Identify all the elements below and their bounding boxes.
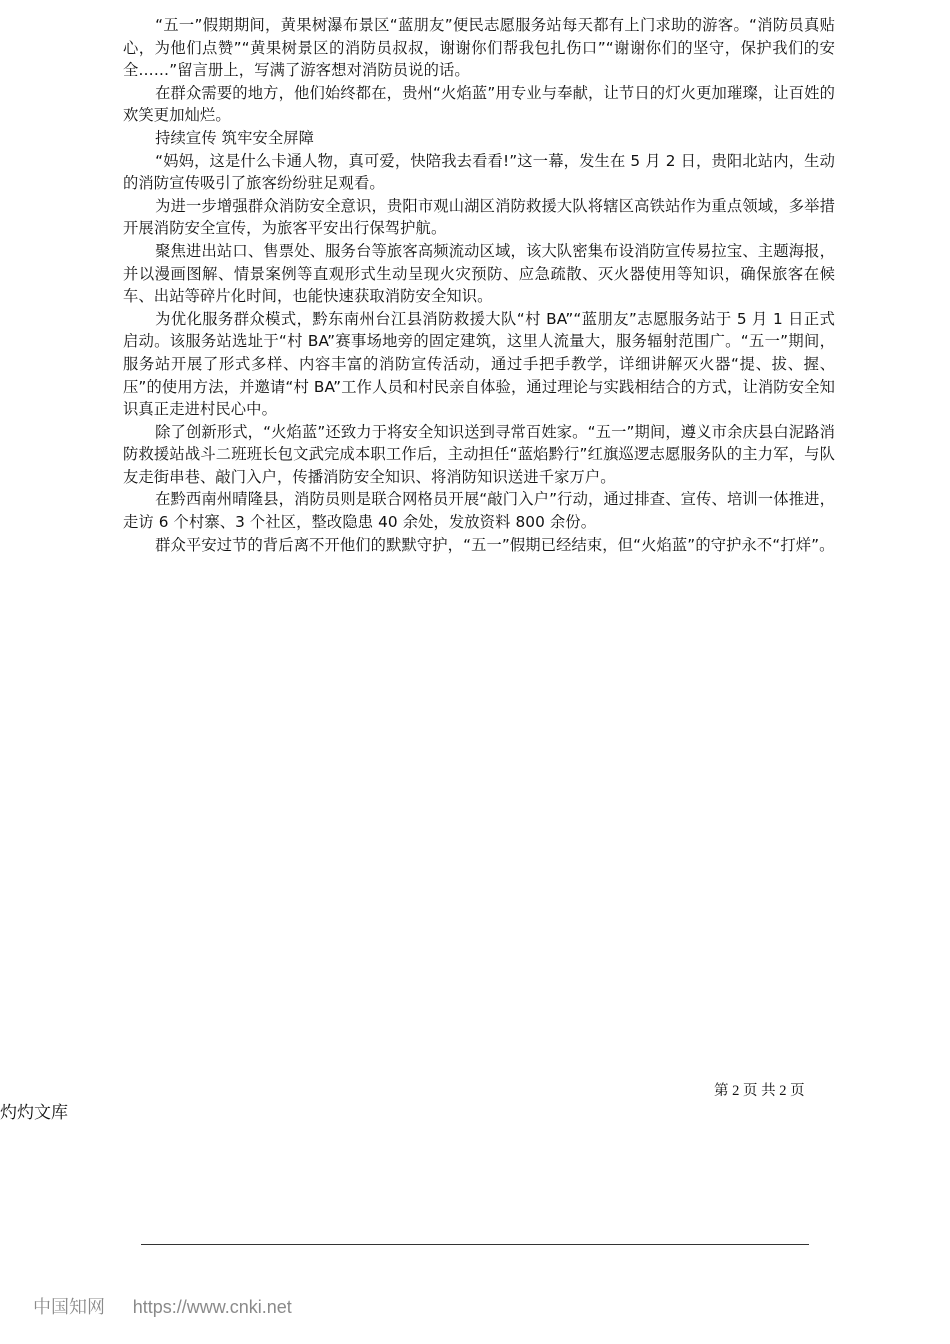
paragraph: “五一”假期期间，黄果树瀑布景区“蓝朋友”便民志愿服务站每天都有上门求助的游客。“消防员真贴心，为他们点赞”“黄果树景区的消防员叔叔，谢谢你们帮我包扎伤口”“谢谢你们的坚守，保护我们的安全……”留言册上，写满了游客想对消防员说的话。 <box>123 16 835 80</box>
article-body <box>123 14 835 556</box>
footer <box>33 1293 292 1319</box>
footer-url[interactable]: https://www.cnki.net <box>132 1297 292 1317</box>
footer-brand: 中国知网 <box>33 1297 105 1318</box>
paragraph: 在群众需要的地方，他们始终都在，贵州“火焰蓝”用专业与奉献，让节日的灯火更加璀璨，让百姓的欢笑更加灿烂。 <box>123 83 835 125</box>
footer-divider <box>141 1244 809 1245</box>
paragraph: “妈妈，这是什么卡通人物，真可爱，快陪我去看看!”这一幕，发生在 5 月 2 日，贵阳北站内，生动的消防宣传吸引了旅客纷纷驻足观看。 <box>123 151 835 193</box>
paragraph: 除了创新形式，“火焰蓝”还致力于将安全知识送到寻常百姓家。“五一”期间，遵义市余庆县白泥路消防救援站战斗二班班长包文武完成本职工作后，主动担任“蓝焰黔行”红旗巡逻志愿服务队的主力军，与队友走街串巷、敲门入户，传播消防安全知识、将消防知识送进千家万户。 <box>123 422 835 486</box>
paragraph: 群众平安过节的背后离不开他们的默默守护，“五一”假期已经结束，但“火焰蓝”的守护永不“打烊”。 <box>155 535 835 554</box>
paragraph: 聚焦进出站口、售票处、服务台等旅客高频流动区域，该大队密集布设消防宣传易拉宝、主题海报，并以漫画图解、情景案例等直观形式生动呈现火灾预防、应急疏散、灭火器使用等知识，确保旅客在候车、出站等碎片化时间，也能快速获取消防安全知识。 <box>123 241 835 306</box>
watermark-text: 灼灼文库 <box>0 1103 68 1123</box>
paragraph: 为优化服务群众模式，黔东南州台江县消防救援大队“村 BA”“蓝朋友”志愿服务站于 5 月 1 日正式启动。该服务站选址于“村 BA”赛事场地旁的固定建筑，这里人流量大，服务辐射范围广。“五一”期间，服务站开展了形式多样、内容丰富的消防宣传活动，通过手把手教学，详细讲解灭火器“提、拔、握、压”的使用方法，并邀请“村 BA”工作人员和村民亲自体验，通过理论与实践相结合的方式，让消防安全知识真正走进村民心中。 <box>123 309 835 419</box>
page-number: 第 2 页 共 2 页 <box>714 1083 805 1099</box>
section-heading: 持续宣传 筑牢安全屏障 <box>155 128 315 147</box>
paragraph: 在黔西南州晴隆县，消防员则是联合网格员开展“敲门入户”行动，通过排查、宣传、培训一体推进，走访 6 个村寨、3 个社区，整改隐患 40 余处，发放资料 800 余份。 <box>123 490 835 532</box>
paragraph: 为进一步增强群众消防安全意识，贵阳市观山湖区消防救援大队将辖区高铁站作为重点领域，多举措开展消防安全宣传，为旅客平安出行保驾护航。 <box>123 196 835 238</box>
